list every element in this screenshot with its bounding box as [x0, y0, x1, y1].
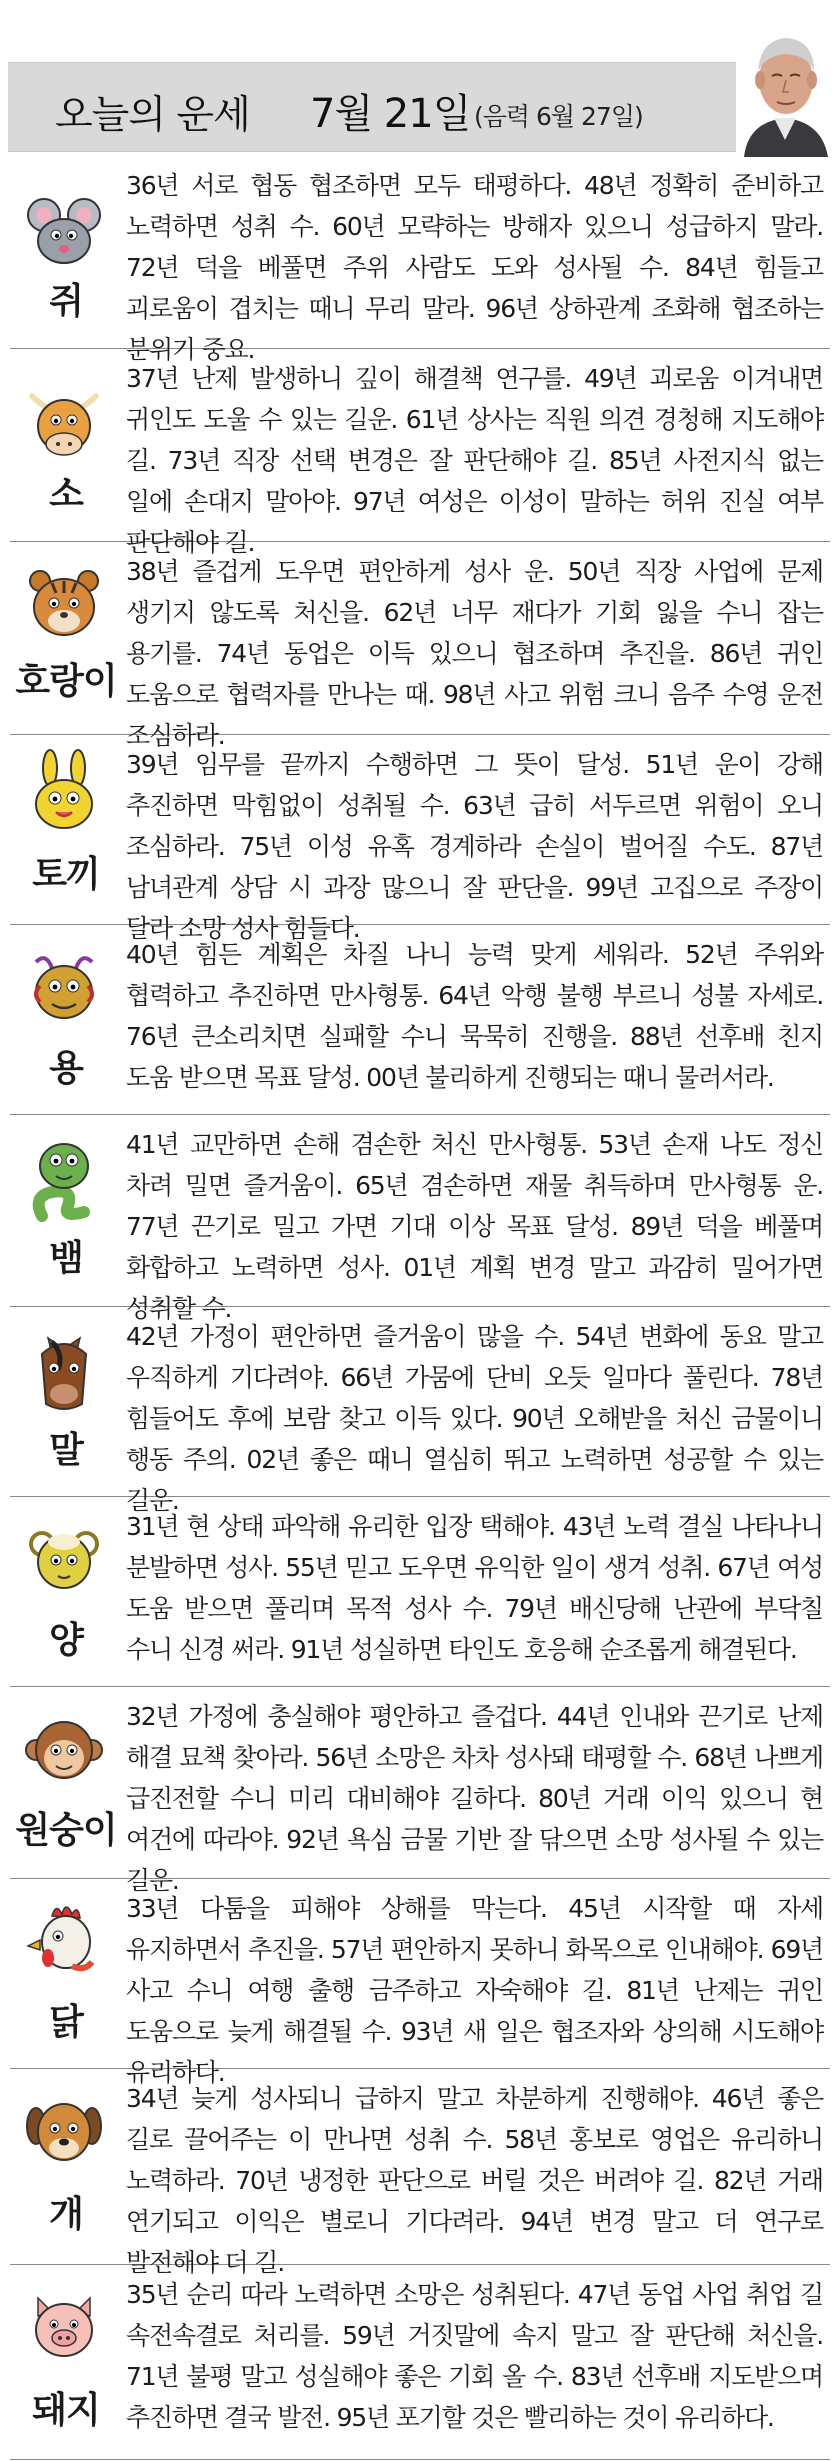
animal-name: 토끼	[32, 854, 100, 895]
monkey-icon	[22, 1704, 106, 1794]
fortune-text: 35년 순리 따라 노력하면 소망은 성취된다. 47년 동업 사업 취업 길 속전속결로 처리를. 59년 거짓말에 속지 말고 잘 판단해 처신을. 71년 불평 말고 성실해야 좋은 기회 올 수. 83년 선후배 지도받으며 추진하면 결국 발전. 95년 포기할 것은 빨리하는 것이 유리하다.	[126, 2280, 823, 2432]
dragon-icon	[22, 942, 106, 1032]
list-item-snake	[10, 1114, 830, 1323]
animal-name: 호랑이	[15, 661, 117, 702]
animal-name: 소	[49, 474, 83, 515]
pig-icon	[22, 2282, 106, 2372]
solar-date: 7월 21일	[310, 91, 471, 137]
fortune-text: 36년 서로 협동 협조하면 모두 태평하다. 48년 정확히 준비하고 노력하면 성취 수. 60년 모략하는 방해자 있으니 성급하지 말라. 72년 덕을 베풀면 주위 사람도 도와 성사될 수. 84년 힘들고 괴로움이 겹치는 때니 무리 말라. 96년 상하관계 조화해 협조하는 분위기 중요.	[126, 171, 823, 364]
fortune-text: 41년 교만하면 손해 겸손한 처신 만사형통. 53년 손재 나도 정신 차려 밀면 즐거움이. 65년 겸손하면 재물 취득하며 만사형통 운. 77년 끈기로 밀고 가면 기대 이상 목표 달성. 89년 덕을 베풀며 화합하고 노력하면 성사. 01년 계획 변경 말고 과감히 밀어가면 성취할 수.	[126, 1130, 823, 1323]
fortune-text: 39년 임무를 끝까지 수행하면 그 뜻이 달성. 51년 운이 강해 추진하면 막힘없이 성취될 수. 63년 급히 서두르면 위험이 오니 조심하라. 75년 이성 유혹 경계하라 손실이 벌어질 수도. 87년 남녀관계 상담 시 과장 많으니 잘 판단을. 99년 고집으로 주장이 달라 소망 성사 힘들다.	[126, 750, 823, 943]
ox-icon	[22, 378, 106, 468]
animal-name: 말	[49, 1430, 83, 1471]
fortune-text: 32년 가정에 충실해야 평안하고 즐겁다. 44년 인내와 끈기로 난제 해결 묘책 찾아라. 56년 소망은 차차 성사돼 태평할 수. 68년 나쁘게 급진전할 수니 미리 대비해야 길하다. 80년 거래 이익 있으니 현 여건에 따라야. 92년 욕심 금물 기반 잘 닦으면 소망 성사될 수 있는 길운.	[126, 1702, 824, 1895]
animal-name: 쥐	[49, 281, 83, 322]
animal-name: 개	[49, 2194, 83, 2235]
animal-name: 뱀	[49, 1238, 83, 1279]
rooster-icon	[22, 1896, 106, 1986]
list-item-rabbit	[10, 734, 830, 943]
animal-name: 용	[49, 1048, 83, 1089]
animal-name: 돼지	[32, 2390, 100, 2431]
fortune-text: 38년 즐겁게 도우면 편안하게 성사 운. 50년 직장 사업에 문제 생기지 않도록 처신을. 62년 너무 재다가 기회 잃을 수니 잡는 용기를. 74년 동업은 이득 있으니 협조하며 추진을. 86년 귀인 도움으로 협력자를 만나는 때. 98년 사고 위험 크니 음주 수영 운전 조심하라.	[126, 557, 823, 750]
lunar-date: (음력 6월 27일)	[474, 102, 643, 131]
horse-icon	[22, 1324, 106, 1414]
list-item-dragon	[10, 924, 830, 1115]
fortune-text: 31년 현 상태 파악해 유리한 입장 택해야. 43년 노력 결실 나타나니 분발하면 성사. 55년 믿고 도우면 유익한 일이 생겨 성취. 67년 여성 도움 받으면 풀리며 목적 성사 수. 79년 배신당해 난관에 부닥칠 수니 신경 써라. 91년 성실하면 타인도 호응해 순조롭게 해결된다.	[126, 1512, 823, 1664]
list-item-rat	[10, 155, 830, 364]
list-item-dog	[10, 2068, 830, 2277]
snake-icon	[22, 1132, 106, 1222]
animal-name: 원숭이	[15, 1810, 117, 1851]
list-item-rooster	[10, 1878, 830, 2087]
animal-name: 닭	[49, 2002, 83, 2043]
dog-icon	[22, 2086, 106, 2176]
rat-icon	[22, 185, 106, 275]
list-item-horse	[10, 1306, 830, 1515]
list-item-monkey	[10, 1686, 830, 1895]
list-item-sheep	[10, 1496, 830, 1687]
fortune-text: 34년 늦게 성사되니 급하지 말고 차분하게 진행해야. 46년 좋은 길로 끌어주는 이 만나면 성취 수. 58년 홍보로 영업은 유리하니 노력하라. 70년 냉정한 판단으로 버릴 것은 버려야 길. 82년 거래 연기되고 이익은 별로니 기다려라. 94년 변경 말고 더 연구로 발전해야 더 길.	[126, 2084, 823, 2277]
tiger-icon	[22, 559, 106, 649]
page-title: 오늘의 운세	[55, 93, 250, 138]
fortune-text: 40년 힘든 계획은 차질 나니 능력 맞게 세워라. 52년 주위와 협력하고 추진하면 만사형통. 64년 악행 불행 부르니 성불 자세로. 76년 큰소리치면 실패할 수니 묵묵히 진행을. 88년 선후배 친지 도움 받으면 목표 달성. 00년 불리하게 진행되는 때니 물러서라.	[126, 940, 823, 1092]
sheep-icon	[22, 1514, 106, 1604]
animal-name: 양	[49, 1620, 83, 1661]
list-item-pig	[10, 2264, 830, 2460]
fortune-header	[0, 0, 835, 155]
list-item-tiger	[10, 541, 830, 750]
fortune-text: 33년 다툼을 피해야 상해를 막는다. 45년 시작할 때 자세 유지하면서 추진을. 57년 편안하지 못하니 화목으로 인내해야. 69년 사고 수니 여행 출행 금주하고 자숙해야 길. 81년 난제는 귀인 도움으로 늦게 해결될 수. 93년 새 일은 협조자와 상의해 시도해야 유리하다.	[126, 1894, 823, 2087]
fortune-text: 37년 난제 발생하니 깊이 해결책 연구를. 49년 괴로움 이겨내면 귀인도 도울 수 있는 길운. 61년 상사는 직원 의견 경청해 지도해야 길. 73년 직장 선택 변경은 잘 판단해야 길. 85년 사전지식 없는 일에 손대지 말아야. 97년 여성은 이성이 말하는 허위 진실 여부 판단해야 길.	[126, 364, 823, 557]
rabbit-icon	[22, 748, 106, 838]
list-item-ox	[10, 348, 830, 557]
author-portrait-photo	[736, 22, 835, 157]
fortune-text: 42년 가정이 편안하면 즐거움이 많을 수. 54년 변화에 동요 말고 우직하게 기다려야. 66년 가뭄에 단비 오듯 일마다 풀린다. 78년 힘들어도 후에 보람 찾고 이득 있다. 90년 오해받을 처신 금물이니 행동 주의. 02년 좋은 때니 열심히 뛰고 노력하면 성공할 수 있는 길운.	[126, 1322, 823, 1515]
